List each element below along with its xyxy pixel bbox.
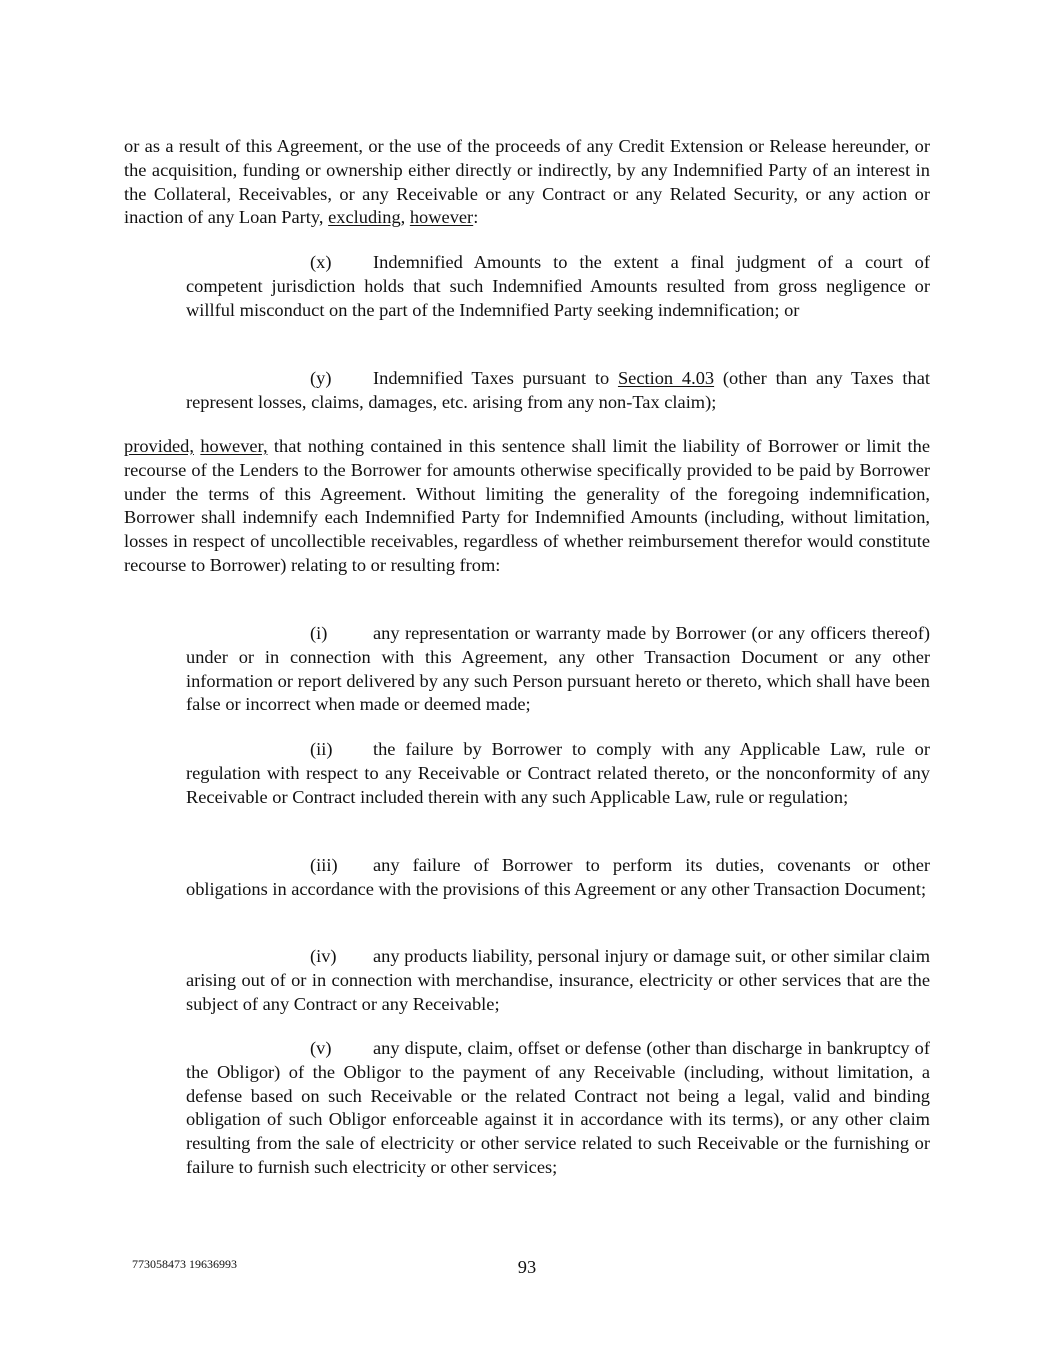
clause-label: (x) (310, 252, 332, 272)
clause-label: (iv) (310, 946, 337, 966)
clause-v: (v) any dispute, claim, offset or defense (other than discharge in bankruptcy of the Obligor) of the Obligor to the payment of any Receivable (including, without limitation, a defense based on such Receivable or the related Contract not being a legal, valid and binding obligation of such Obligor enforceable against it in accordance with its terms), or any other claim resulting from the sale of electricity or other service related to such Receivable or the furnishing or failure to furnish such electricity or other services; (186, 1038, 930, 1177)
clause-label: (i) (310, 623, 328, 643)
clause-y: (y) Indemnified Taxes pursuant to Section 4.03 (other than any Taxes that represent losses, claims, damages, etc. arising from any non-Tax claim); (186, 368, 931, 412)
clause-x: (x) Indemnified Amounts to the extent a final judgment of a court of competent jurisdiction holds that such Indemnified Amounts resulted from gross negligence or willful misconduct on the part of the Indemnified Party seeking indemnification; or (186, 252, 930, 320)
clause-ii: (ii) the failure by Borrower to comply with any Applicable Law, rule or regulation with respect to any Receivable or Contract related thereto, or the nonconformity of any Receivable or Contract included therein with any such Applicable Law, rule or regulation; (186, 739, 930, 807)
clause-label: (v) (310, 1038, 332, 1058)
page-number: 93 (517, 1257, 537, 1277)
footer-document-id: 773058473 19636993 (132, 1257, 237, 1271)
clause-i: (i) any representation or warranty made by Borrower (or any officers thereof) under or in connection with this Agreement, any other Transaction Document or any other information or report delivered by any such Person pursuant hereto or thereto, which shall have been false or incorrect when made or deemed made; (186, 623, 930, 715)
paragraph-provided-however: provided, however, that nothing contained in this sentence shall limit the liability of Borrower or limit the recourse of the Lenders to the Borrower for amounts otherwise specifically provided to be paid by Borrower under the terms of this Agreement. Without limiting the generality of the foregoing indemnification, Borrower shall indemnify each Indemnified Party for Indemnified Amounts (including, without limitation, losses in respect of uncollectible receivables, regardless of whether reimbursement therefor would constitute recourse to Borrower) relating to or resulting from: (124, 436, 930, 575)
underlined-excluding: excluding (328, 207, 401, 228)
section-reference-link[interactable]: Section 4.03 (617, 368, 715, 388)
underlined-however: however (409, 207, 474, 228)
clause-label: (ii) (310, 739, 333, 759)
underlined-however: however, (200, 436, 268, 456)
underlined-provided: provided, (124, 436, 194, 456)
clause-label: (iii) (310, 855, 338, 875)
clause-label: (y) (310, 368, 332, 388)
clause-iii: (iii) any failure of Borrower to perform its duties, covenants or other obligations in accordance with the provisions of this Agreement or any other Transaction Document; (186, 855, 930, 899)
paragraph-indemnification-scope: or as a result of this Agreement, or the use of the proceeds of any Credit Extension or Release hereunder, or the acquisition, funding or ownership either directly or indirectly, by any Indemnified Party of an interest in the Collateral, Receivables, or any Receivable or any Contract or any Related Security, or any action or inaction of any Loan Party, excluding, however: (124, 136, 930, 228)
clause-iv: (iv) any products liability, personal injury or damage suit, or other similar claim arising out of or in connection with merchandise, insurance, electricity or other services that are the subject of any Contract or any Receivable; (186, 946, 930, 1014)
